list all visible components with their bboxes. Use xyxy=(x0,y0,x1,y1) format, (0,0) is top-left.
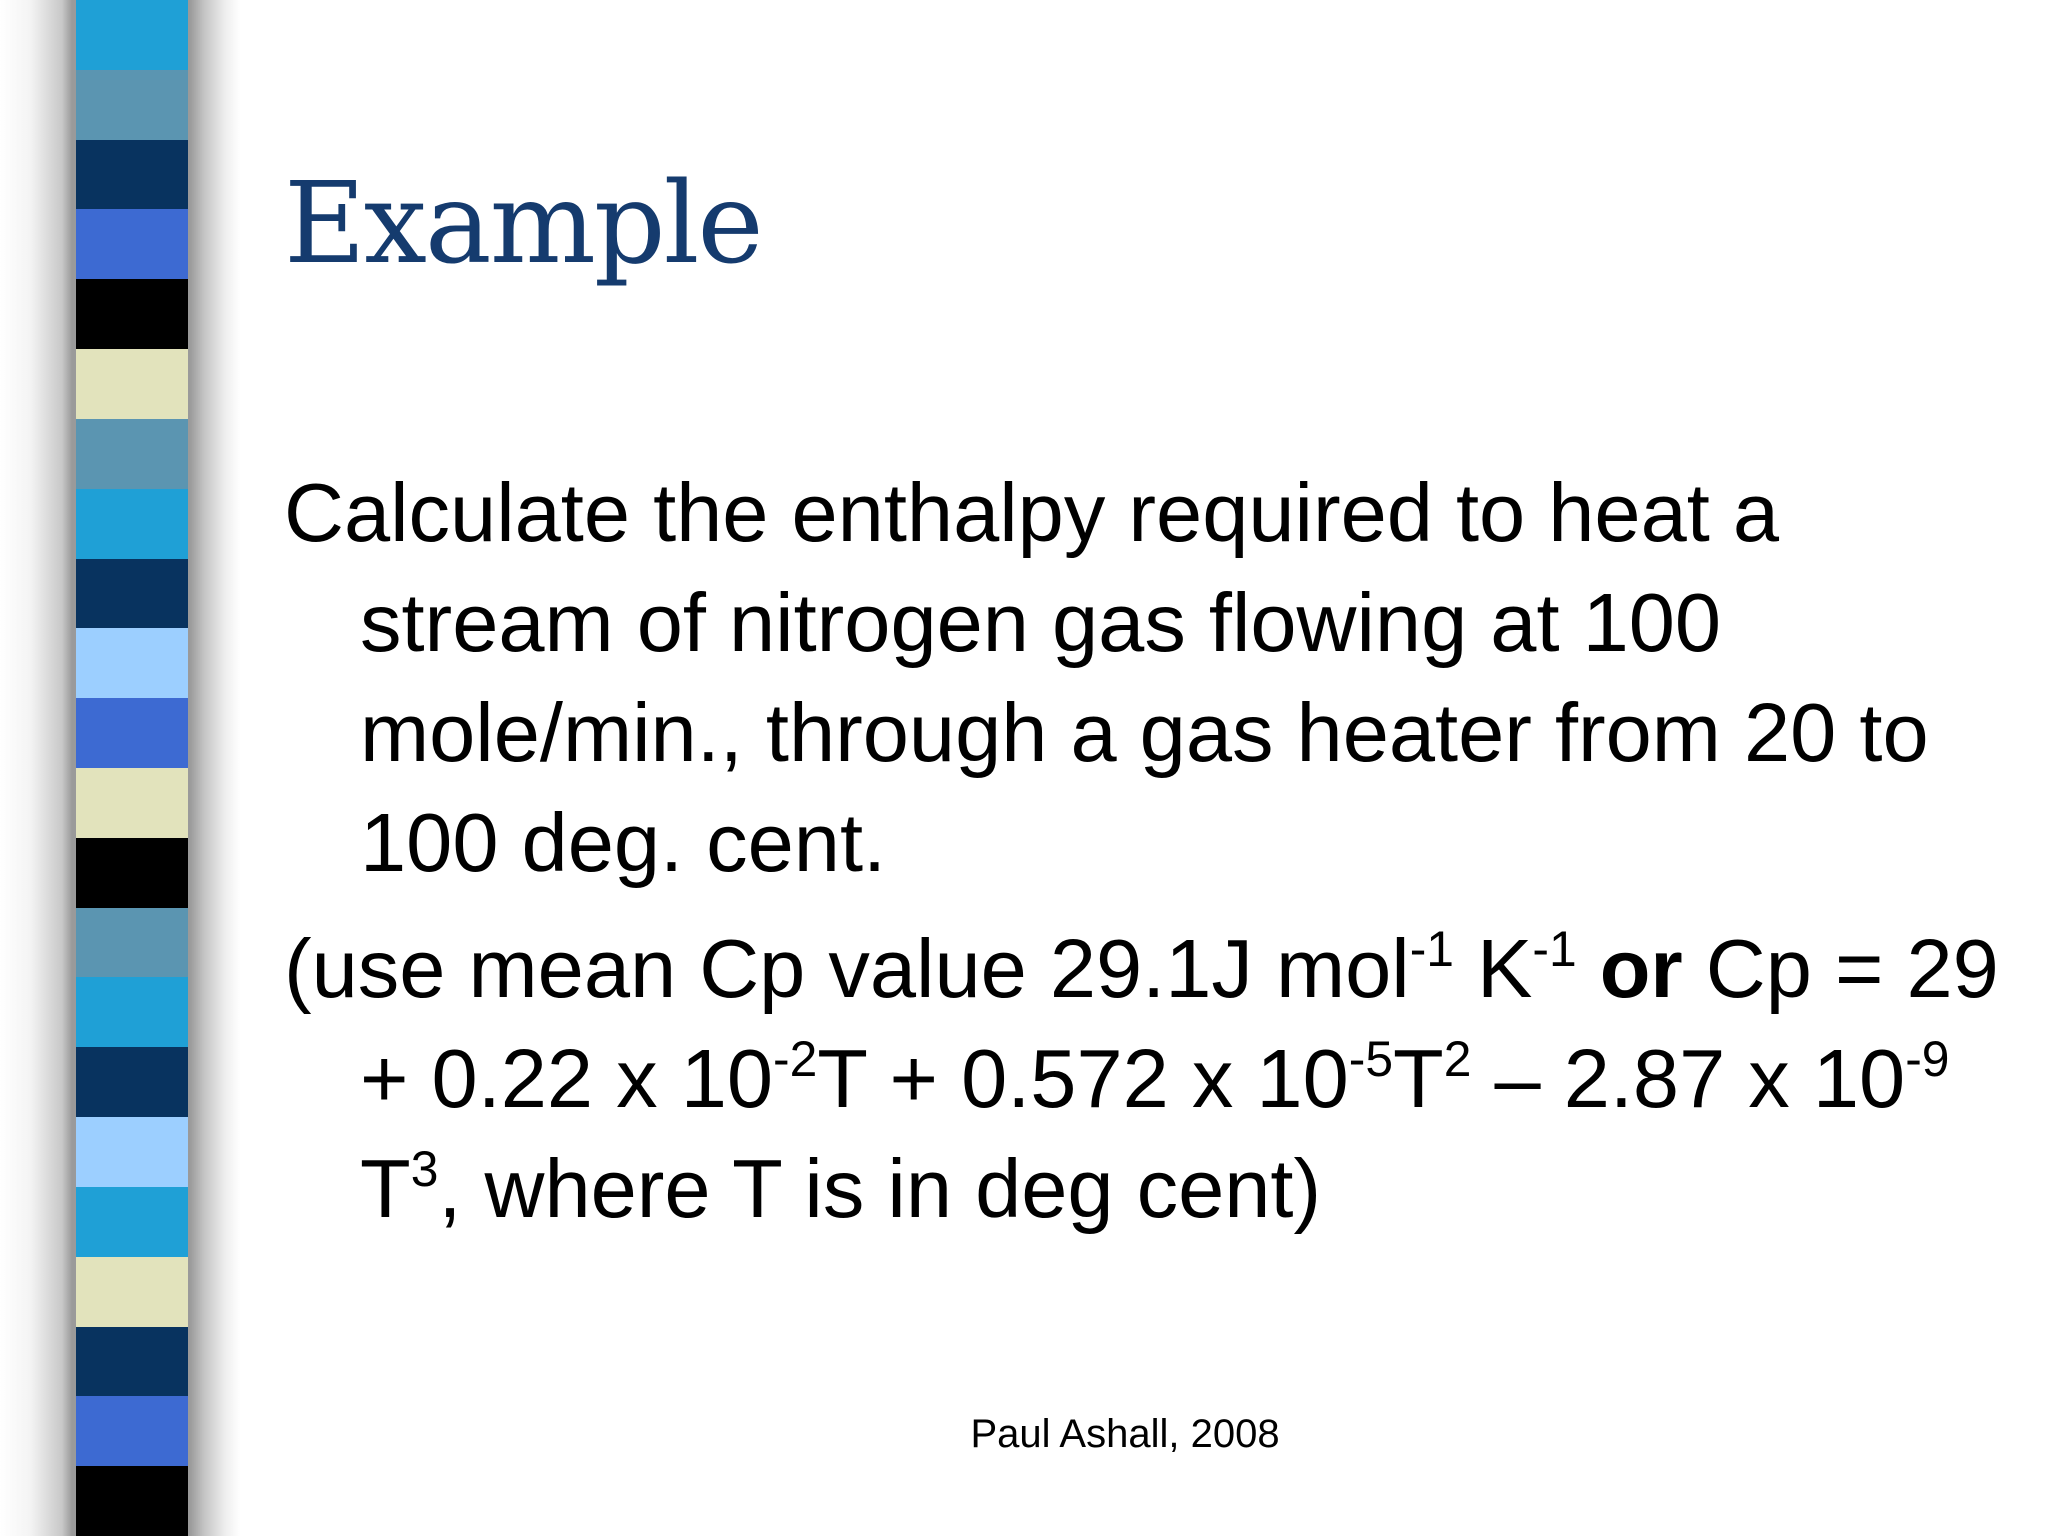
stripe-segment xyxy=(76,0,188,70)
stripe-segment xyxy=(76,768,188,838)
stripe-segment xyxy=(76,349,188,419)
stripe-segment xyxy=(76,838,188,908)
stripe-segment xyxy=(76,279,188,349)
stripe-segment xyxy=(76,209,188,279)
slide-body xyxy=(284,458,2004,1244)
stripe-segment xyxy=(76,1047,188,1117)
stripe-segment xyxy=(76,1257,188,1327)
stripe-segment xyxy=(76,1327,188,1396)
slide-title: Example xyxy=(284,159,762,289)
stripe-segment xyxy=(76,628,188,698)
problem-statement: Calculate the enthalpy required to heat a stream of nitrogen gas flowing at 100 mole/min., through a gas heater from 20 to 100 deg. cent. xyxy=(284,466,1929,889)
stripe-segment xyxy=(76,908,188,977)
stripe-segment xyxy=(76,559,188,628)
stripe-segment xyxy=(76,1466,188,1536)
stripe-segment xyxy=(76,1187,188,1257)
cp-hint: (use mean Cp value 29.1J mol$^{-1}$ $K^{-1}$ or Cp = 29 + 0.22 x $10^{-2}T + 0.572$ x $10^{-5}T^2 - 2.87$ x $10^{-9}$ $T^3$, where T is in deg cent) xyxy=(284,921,1999,1235)
stripe-segment xyxy=(76,977,188,1047)
stripe-segment xyxy=(76,698,188,768)
stripe-segment xyxy=(76,140,188,209)
stripe-segment xyxy=(76,1117,188,1187)
left-stripe-bar xyxy=(76,0,188,1536)
stripe-segment xyxy=(76,70,188,140)
stripe-segment xyxy=(76,419,188,489)
stripe-segment xyxy=(76,489,188,559)
footer-credit: Paul Ashall, 2008 xyxy=(970,1412,1280,1456)
